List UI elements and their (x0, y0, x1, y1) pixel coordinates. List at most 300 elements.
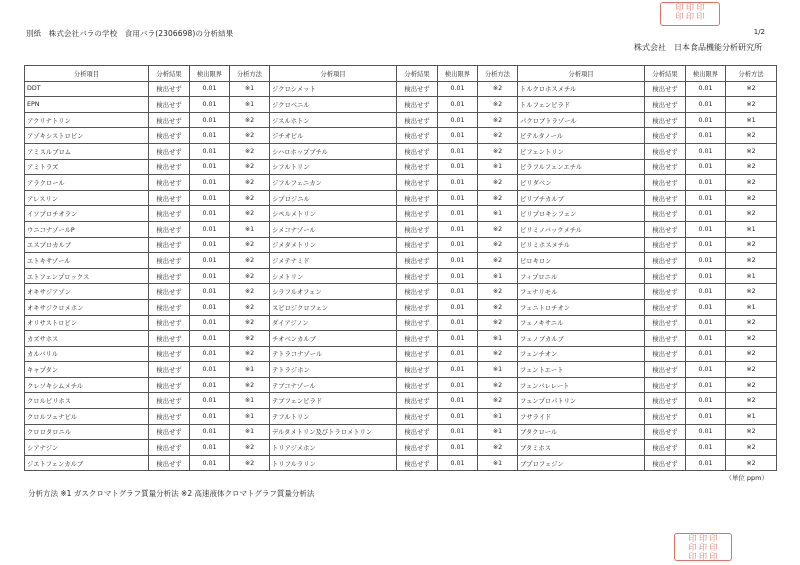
detection-limit-cell: 0.01 (438, 221, 478, 237)
analyte-name-cell: ジスルホトン (270, 112, 397, 128)
detection-limit-cell: 0.01 (190, 362, 230, 378)
result-cell: 検出せず (645, 159, 686, 175)
method-cell: ※1 (230, 393, 270, 409)
result-cell: 検出せず (149, 409, 190, 425)
detection-limit-cell: 0.01 (190, 128, 230, 144)
page-number: 1/2 (753, 28, 765, 36)
analyte-name-cell: フェナリモル (518, 284, 645, 300)
analyte-name-cell: ピリミホスメチル (518, 237, 645, 253)
method-cell: ※2 (478, 315, 518, 331)
detection-limit-cell: 0.01 (438, 143, 478, 159)
method-cell: ※2 (230, 253, 270, 269)
detection-limit-cell: 0.01 (686, 284, 726, 300)
method-cell: ※2 (230, 346, 270, 362)
method-cell: ※1 (478, 206, 518, 222)
detection-limit-cell: 0.01 (438, 97, 478, 113)
method-footnote: 分析方法 ※1 ガスクロマトグラフ質量分析法 ※2 高速液体クロマトグラフ質量分析法 (28, 489, 315, 498)
result-cell: 検出せず (397, 331, 438, 347)
detection-limit-cell: 0.01 (438, 268, 478, 284)
detection-limit-cell: 0.01 (686, 253, 726, 269)
analyte-name-cell: フェンチオン (518, 346, 645, 362)
result-cell: 検出せず (397, 393, 438, 409)
detection-limit-cell: 0.01 (686, 206, 726, 222)
method-cell: ※2 (230, 315, 270, 331)
detection-limit-cell: 0.01 (190, 159, 230, 175)
method-cell: ※2 (726, 175, 777, 191)
method-cell: ※2 (726, 455, 777, 471)
result-cell: 検出せず (397, 112, 438, 128)
detection-limit-cell: 0.01 (190, 284, 230, 300)
result-cell: 検出せず (397, 253, 438, 269)
method-cell: ※2 (726, 128, 777, 144)
result-cell: 検出せず (149, 440, 190, 456)
result-cell: 検出せず (645, 377, 686, 393)
method-cell: ※2 (726, 97, 777, 113)
analyte-name-cell: アラクロール (25, 175, 149, 191)
document-title: 別紙 株式会社バラの学校 食用バラ(2306698)の分析結果 (26, 29, 234, 38)
detection-limit-cell: 0.01 (686, 455, 726, 471)
analyte-name-cell: クロロタロニル (25, 424, 149, 440)
analyte-name-cell: フサライド (518, 409, 645, 425)
table-header-row (25, 66, 777, 82)
detection-limit-cell: 0.01 (438, 299, 478, 315)
result-cell: 検出せず (397, 221, 438, 237)
result-cell: 検出せず (397, 346, 438, 362)
table-row (25, 455, 777, 471)
analyte-name-cell: ウニコナゾールP (25, 221, 149, 237)
result-cell: 検出せず (149, 112, 190, 128)
table-row (25, 128, 777, 144)
method-cell: ※2 (230, 440, 270, 456)
result-cell: 検出せず (397, 175, 438, 191)
result-cell: 検出せず (149, 315, 190, 331)
analyte-name-cell: ジクロシメット (270, 81, 397, 97)
result-cell: 検出せず (645, 346, 686, 362)
detection-limit-cell: 0.01 (438, 424, 478, 440)
column-header: 分析項目 (25, 66, 149, 82)
method-cell: ※2 (726, 190, 777, 206)
analyte-name-cell: ジエトフェンカルブ (25, 455, 149, 471)
table-row (25, 424, 777, 440)
method-cell: ※2 (726, 284, 777, 300)
detection-limit-cell: 0.01 (438, 112, 478, 128)
result-cell: 検出せず (645, 315, 686, 331)
analyte-name-cell: シフルトリン (270, 159, 397, 175)
result-cell: 検出せず (397, 128, 438, 144)
result-cell: 検出せず (149, 362, 190, 378)
analyte-name-cell: テトラコナゾール (270, 346, 397, 362)
column-header: 分析項目 (270, 66, 397, 82)
result-cell: 検出せず (645, 253, 686, 269)
result-cell: 検出せず (397, 81, 438, 97)
analyte-name-cell: トリフルラリン (270, 455, 397, 471)
analyte-name-cell: カズサホス (25, 331, 149, 347)
method-cell: ※2 (230, 299, 270, 315)
detection-limit-cell: 0.01 (686, 97, 726, 113)
analyte-name-cell: ジフルフェニカン (270, 175, 397, 191)
method-cell: ※2 (726, 362, 777, 378)
method-cell: ※2 (726, 206, 777, 222)
method-cell: ※2 (478, 299, 518, 315)
method-cell: ※2 (478, 112, 518, 128)
detection-limit-cell: 0.01 (686, 143, 726, 159)
result-cell: 検出せず (149, 424, 190, 440)
table-row (25, 331, 777, 347)
table-row (25, 409, 777, 425)
method-cell: ※2 (478, 377, 518, 393)
column-header: 分析結果 (397, 66, 438, 82)
detection-limit-cell: 0.01 (190, 315, 230, 331)
result-cell: 検出せず (645, 175, 686, 191)
detection-limit-cell: 0.01 (190, 253, 230, 269)
analyte-name-cell: アゾキシストロビン (25, 128, 149, 144)
result-cell: 検出せず (149, 268, 190, 284)
method-cell: ※2 (726, 237, 777, 253)
detection-limit-cell: 0.01 (190, 206, 230, 222)
result-cell: 検出せず (645, 284, 686, 300)
result-cell: 検出せず (645, 393, 686, 409)
detection-limit-cell: 0.01 (686, 424, 726, 440)
analyte-name-cell: トリアジメホン (270, 440, 397, 456)
analyte-name-cell: カルバリル (25, 346, 149, 362)
result-cell: 検出せず (149, 346, 190, 362)
detection-limit-cell: 0.01 (190, 190, 230, 206)
table-row (25, 268, 777, 284)
column-header: 検出限界 (190, 66, 230, 82)
table-row (25, 299, 777, 315)
detection-limit-cell: 0.01 (686, 440, 726, 456)
result-cell: 検出せず (149, 81, 190, 97)
method-cell: ※1 (478, 159, 518, 175)
result-cell: 検出せず (645, 128, 686, 144)
table-row (25, 221, 777, 237)
detection-limit-cell: 0.01 (438, 237, 478, 253)
method-cell: ※2 (726, 377, 777, 393)
table-row (25, 315, 777, 331)
method-cell: ※1 (478, 455, 518, 471)
result-cell: 検出せず (397, 440, 438, 456)
detection-limit-cell: 0.01 (190, 143, 230, 159)
method-cell: ※2 (230, 455, 270, 471)
result-cell: 検出せず (397, 284, 438, 300)
method-cell: ※2 (726, 331, 777, 347)
detection-limit-cell: 0.01 (438, 393, 478, 409)
table-row (25, 112, 777, 128)
method-cell: ※2 (478, 143, 518, 159)
method-cell: ※2 (230, 175, 270, 191)
result-cell: 検出せず (645, 81, 686, 97)
detection-limit-cell: 0.01 (438, 128, 478, 144)
result-cell: 検出せず (645, 299, 686, 315)
analyte-name-cell: EPN (25, 97, 149, 113)
method-cell: ※2 (726, 440, 777, 456)
detection-limit-cell: 0.01 (438, 206, 478, 222)
analyte-name-cell: フェノブカルブ (518, 331, 645, 347)
detection-limit-cell: 0.01 (190, 409, 230, 425)
detection-limit-cell: 0.01 (686, 221, 726, 237)
detection-limit-cell: 0.01 (686, 362, 726, 378)
detection-limit-cell: 0.01 (438, 81, 478, 97)
analyte-name-cell: DDT (25, 81, 149, 97)
result-cell: 検出せず (397, 237, 438, 253)
analyte-name-cell: フェントエート (518, 362, 645, 378)
analyte-name-cell: ブタクロール (518, 424, 645, 440)
column-header: 分析結果 (645, 66, 686, 82)
detection-limit-cell: 0.01 (190, 97, 230, 113)
analyte-name-cell: テブフェンピラド (270, 393, 397, 409)
analyte-name-cell: エスプロカルブ (25, 237, 149, 253)
method-cell: ※2 (478, 221, 518, 237)
method-cell: ※1 (478, 409, 518, 425)
result-cell: 検出せず (149, 175, 190, 191)
result-cell: 検出せず (397, 424, 438, 440)
analyte-name-cell: トルフェンピラド (518, 97, 645, 113)
result-cell: 検出せず (397, 455, 438, 471)
results-table (24, 65, 777, 471)
result-cell: 検出せず (149, 299, 190, 315)
analyte-name-cell: フェンバレレート (518, 377, 645, 393)
result-cell: 検出せず (149, 221, 190, 237)
analyte-name-cell: ピリプロキシフェン (518, 206, 645, 222)
analyte-name-cell: シアナジン (25, 440, 149, 456)
detection-limit-cell: 0.01 (190, 377, 230, 393)
result-cell: 検出せず (149, 284, 190, 300)
table-row (25, 190, 777, 206)
analyte-name-cell: テフルトリン (270, 409, 397, 425)
result-cell: 検出せず (645, 331, 686, 347)
table-row (25, 362, 777, 378)
method-cell: ※2 (230, 190, 270, 206)
detection-limit-cell: 0.01 (686, 128, 726, 144)
result-cell: 検出せず (149, 143, 190, 159)
method-cell: ※1 (230, 424, 270, 440)
detection-limit-cell: 0.01 (686, 393, 726, 409)
table-row (25, 175, 777, 191)
result-cell: 検出せず (645, 268, 686, 284)
result-cell: 検出せず (397, 206, 438, 222)
analyte-name-cell: フェニトロチオン (518, 299, 645, 315)
method-cell: ※2 (230, 159, 270, 175)
result-cell: 検出せず (397, 159, 438, 175)
method-cell: ※2 (230, 128, 270, 144)
method-cell: ※2 (478, 346, 518, 362)
analyte-name-cell: ブプロフェジン (518, 455, 645, 471)
result-cell: 検出せず (149, 159, 190, 175)
table-row (25, 393, 777, 409)
result-cell: 検出せず (149, 97, 190, 113)
method-cell: ※2 (726, 424, 777, 440)
detection-limit-cell: 0.01 (686, 346, 726, 362)
detection-limit-cell: 0.01 (190, 424, 230, 440)
table-row (25, 284, 777, 300)
result-cell: 検出せず (397, 299, 438, 315)
method-cell: ※2 (726, 393, 777, 409)
method-cell: ※2 (230, 237, 270, 253)
detection-limit-cell: 0.01 (438, 377, 478, 393)
method-cell: ※2 (478, 190, 518, 206)
detection-limit-cell: 0.01 (190, 440, 230, 456)
method-cell: ※1 (230, 221, 270, 237)
column-header: 分析方法 (726, 66, 777, 82)
analyte-name-cell: アクリナトリン (25, 112, 149, 128)
table-row (25, 253, 777, 269)
detection-limit-cell: 0.01 (686, 268, 726, 284)
result-cell: 検出せず (397, 362, 438, 378)
method-cell: ※2 (726, 159, 777, 175)
table-row (25, 377, 777, 393)
result-cell: 検出せず (645, 409, 686, 425)
detection-limit-cell: 0.01 (686, 409, 726, 425)
result-cell: 検出せず (397, 409, 438, 425)
detection-limit-cell: 0.01 (190, 331, 230, 347)
unit-note: （単位 ppm） (725, 474, 768, 482)
analyte-name-cell: アミスルブロム (25, 143, 149, 159)
detection-limit-cell: 0.01 (190, 268, 230, 284)
method-cell: ※2 (726, 253, 777, 269)
method-cell: ※2 (478, 237, 518, 253)
analyte-name-cell: ピリミノバックメチル (518, 221, 645, 237)
method-cell: ※1 (230, 97, 270, 113)
method-cell: ※1 (478, 362, 518, 378)
result-cell: 検出せず (149, 377, 190, 393)
analyte-name-cell: シラフルオフェン (270, 284, 397, 300)
result-cell: 検出せず (149, 393, 190, 409)
method-cell: ※1 (230, 409, 270, 425)
table-row (25, 346, 777, 362)
method-cell: ※2 (478, 393, 518, 409)
analyte-name-cell: エトキサゾール (25, 253, 149, 269)
analyte-name-cell: シメトリン (270, 268, 397, 284)
detection-limit-cell: 0.01 (190, 455, 230, 471)
analyte-name-cell: シハロホップブチル (270, 143, 397, 159)
method-cell: ※2 (726, 315, 777, 331)
analyte-name-cell: チオベンカルブ (270, 331, 397, 347)
analyte-name-cell: オキサジクロメホン (25, 299, 149, 315)
result-cell: 検出せず (149, 331, 190, 347)
detection-limit-cell: 0.01 (438, 159, 478, 175)
method-cell: ※1 (230, 362, 270, 378)
detection-limit-cell: 0.01 (686, 159, 726, 175)
analyte-name-cell: スピロジクロフェン (270, 299, 397, 315)
detection-limit-cell: 0.01 (686, 299, 726, 315)
method-cell: ※1 (726, 112, 777, 128)
detection-limit-cell: 0.01 (686, 377, 726, 393)
method-cell: ※1 (478, 331, 518, 347)
method-cell: ※2 (478, 97, 518, 113)
detection-limit-cell: 0.01 (686, 331, 726, 347)
analyte-name-cell: フェノキサニル (518, 315, 645, 331)
detection-limit-cell: 0.01 (190, 175, 230, 191)
detection-limit-cell: 0.01 (190, 393, 230, 409)
analyte-name-cell: テブコナゾール (270, 377, 397, 393)
detection-limit-cell: 0.01 (190, 81, 230, 97)
analyte-name-cell: ダイアジノン (270, 315, 397, 331)
method-cell: ※1 (726, 268, 777, 284)
table-row (25, 81, 777, 97)
method-cell: ※2 (478, 440, 518, 456)
analyte-name-cell: フェンプロパトリン (518, 393, 645, 409)
analyte-name-cell: ピロキロン (518, 253, 645, 269)
result-cell: 検出せず (397, 377, 438, 393)
detection-limit-cell: 0.01 (190, 112, 230, 128)
method-cell: ※1 (478, 424, 518, 440)
analyte-name-cell: ビフェントリン (518, 143, 645, 159)
detection-limit-cell: 0.01 (438, 253, 478, 269)
analyte-name-cell: ピリダベン (518, 175, 645, 191)
result-cell: 検出せず (645, 362, 686, 378)
result-cell: 検出せず (149, 206, 190, 222)
detection-limit-cell: 0.01 (190, 237, 230, 253)
method-cell: ※1 (726, 409, 777, 425)
detection-limit-cell: 0.01 (438, 284, 478, 300)
detection-limit-cell: 0.01 (438, 315, 478, 331)
detection-limit-cell: 0.01 (438, 190, 478, 206)
result-cell: 検出せず (149, 128, 190, 144)
column-header: 分析方法 (230, 66, 270, 82)
detection-limit-cell: 0.01 (190, 299, 230, 315)
analyte-name-cell: テトラジホン (270, 362, 397, 378)
method-cell: ※2 (726, 81, 777, 97)
detection-limit-cell: 0.01 (686, 190, 726, 206)
method-cell: ※2 (230, 268, 270, 284)
result-cell: 検出せず (645, 221, 686, 237)
table-row (25, 97, 777, 113)
analyte-name-cell: ジメテナミド (270, 253, 397, 269)
detection-limit-cell: 0.01 (438, 409, 478, 425)
method-cell: ※2 (230, 377, 270, 393)
detection-limit-cell: 0.01 (190, 221, 230, 237)
column-header: 検出限界 (686, 66, 726, 82)
method-cell: ※2 (726, 143, 777, 159)
column-header: 分析項目 (518, 66, 645, 82)
method-cell: ※2 (478, 284, 518, 300)
analyte-name-cell: ビテルタノール (518, 128, 645, 144)
result-cell: 検出せず (645, 97, 686, 113)
result-cell: 検出せず (645, 143, 686, 159)
result-cell: 検出せず (397, 97, 438, 113)
detection-limit-cell: 0.01 (438, 440, 478, 456)
detection-limit-cell: 0.01 (190, 346, 230, 362)
table-row (25, 143, 777, 159)
result-cell: 検出せず (397, 268, 438, 284)
analyte-name-cell: フィプロニル (518, 268, 645, 284)
analyte-name-cell: ジメタメトリン (270, 237, 397, 253)
method-cell: ※1 (478, 268, 518, 284)
detection-limit-cell: 0.01 (686, 315, 726, 331)
detection-limit-cell: 0.01 (438, 346, 478, 362)
method-cell: ※2 (230, 331, 270, 347)
analyte-name-cell: トルクロホスメチル (518, 81, 645, 97)
column-header: 分析方法 (478, 66, 518, 82)
method-cell: ※2 (478, 81, 518, 97)
analyte-name-cell: アレスリン (25, 190, 149, 206)
analyte-name-cell: オリサストロビン (25, 315, 149, 331)
table-row (25, 206, 777, 222)
method-cell: ※2 (726, 346, 777, 362)
table-row (25, 440, 777, 456)
analyte-name-cell: キャプタン (25, 362, 149, 378)
result-cell: 検出せず (149, 190, 190, 206)
seal-stamp-bottom: 印 印 印 印 印 印 印 印 印 (674, 533, 732, 561)
method-cell: ※2 (230, 143, 270, 159)
result-cell: 検出せず (645, 112, 686, 128)
method-cell: ※2 (478, 175, 518, 191)
detection-limit-cell: 0.01 (438, 362, 478, 378)
table-row (25, 237, 777, 253)
analyte-name-cell: イソプロチオラン (25, 206, 149, 222)
method-cell: ※2 (230, 112, 270, 128)
analyte-name-cell: シペルメトリン (270, 206, 397, 222)
